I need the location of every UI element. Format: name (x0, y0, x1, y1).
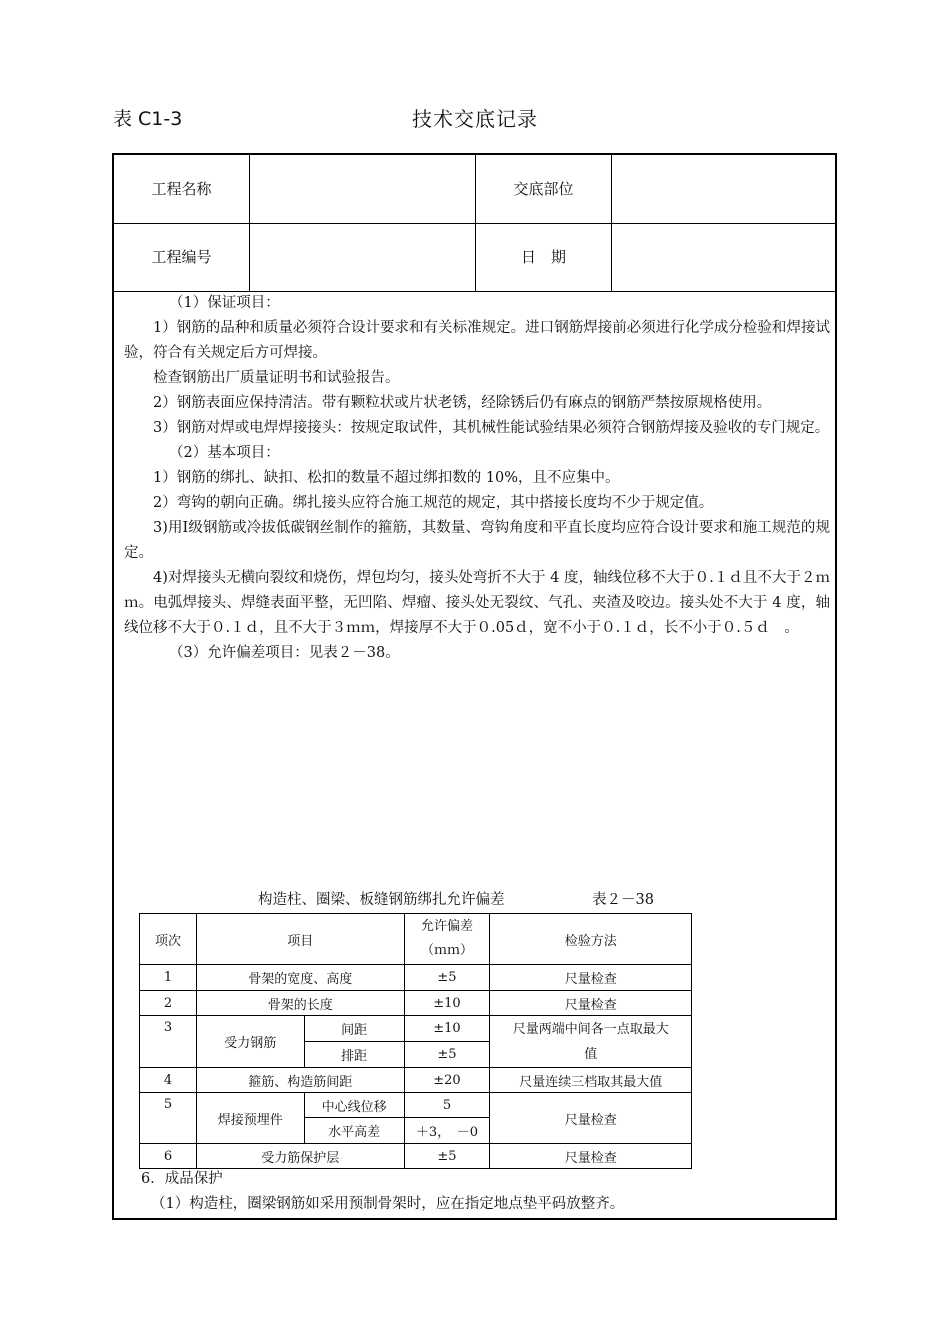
paragraph: （1）构造柱，圈梁钢筋如采用预制骨架时，应在指定地点垫平码放整齐。 (151, 1196, 625, 1212)
row-no: 6 (140, 1144, 197, 1169)
row-method-line2: 值 (584, 1046, 598, 1062)
product-protection (141, 1167, 624, 1217)
paragraph: 3)用Ⅰ级钢筋或冷拔低碳钢丝制作的箍筋，其数量、弯钩角度和平直长度均应符合设计要求和施工规范的规定。 (124, 520, 830, 561)
document-title: 技术交底记录 (412, 107, 538, 131)
paragraph: 1）钢筋的绑扎、缺扣、松扣的数量不超过绑扣数的 10%，且不应集中。 (153, 470, 620, 486)
project-no-label: 工程编号 (151, 248, 212, 266)
row-no: 3 (140, 1016, 197, 1068)
row-item: 受力筋保护层 (196, 1144, 404, 1169)
paragraph: 2）钢筋表面应保持清洁。带有颗粒状或片状老锈，经除锈后仍有麻点的钢筋严禁按原规格使用。 (153, 395, 772, 411)
row-method: 尺量连续三档取其最大值 (490, 1068, 692, 1093)
form-code: 表 C1-3 (113, 108, 183, 130)
row-tolerance: ＋3， －0 (404, 1118, 490, 1144)
paragraph: （1）保证项目： (169, 295, 280, 311)
header-tolerance (404, 914, 490, 965)
row-method: 尺量检查 (490, 1093, 692, 1144)
project-name-value[interactable] (250, 155, 475, 223)
date-label: 日 期 (520, 248, 566, 266)
row-tolerance: ±10 (404, 991, 490, 1016)
row-no: 1 (140, 965, 197, 991)
paragraph: 4)对焊接头无横向裂纹和烧伤，焊包均匀，接头处弯折不大于 4 度，轴线位移不大于０.１ｄ且不大于２ｍｍ。电弧焊接头、焊缝表面平整，无凹陷、焊瘤、接头处无裂纹、气孔、夹渣及咬边。接头处不大于 4 度，轴线位移不大于０.１ｄ，且不大于３ｍｍ，焊接厚不大于０.05ｄ，宽不小于０.１ｄ，长不小于０.５ｄ 。 (124, 570, 830, 636)
table-caption-title: 构造柱、圈梁、板缝钢筋绑扎允许偏差 (258, 892, 505, 908)
header-item: 项目 (196, 914, 404, 965)
row-method: 尺量检查 (490, 1144, 692, 1169)
row-subitem: 水平高差 (304, 1118, 404, 1144)
row-tolerance: ±20 (404, 1068, 490, 1093)
row-item: 受力钢筋 (196, 1016, 304, 1068)
row-item: 焊接预埋件 (196, 1093, 304, 1144)
row-item: 骨架的长度 (196, 991, 404, 1016)
header-method: 检验方法 (490, 914, 692, 965)
handover-part-value[interactable] (612, 155, 835, 223)
paragraph: 2）弯钩的朝向正确。绑扎接头应符合施工规范的规定，其中搭接长度均不少于规定值。 (153, 495, 714, 511)
row-method: 尺量检查 (490, 991, 692, 1016)
section-heading: 6．成品保护 (141, 1171, 223, 1187)
row-tolerance: ±10 (404, 1016, 490, 1042)
content-body (124, 291, 830, 666)
row-tolerance: ±5 (404, 1144, 490, 1169)
handover-part-label: 交底部位 (513, 180, 574, 198)
row-no: 5 (140, 1093, 197, 1144)
header-tolerance-line2: （ｍｍ） (420, 943, 473, 958)
row-tolerance: 5 (404, 1093, 490, 1118)
table-row (140, 1144, 692, 1169)
project-name-label: 工程名称 (151, 180, 212, 198)
row-item: 箍筋、构造筋间距 (196, 1068, 404, 1093)
paragraph: 检查钢筋出厂质量证明书和试验报告。 (153, 370, 400, 386)
table-header-row (140, 914, 692, 965)
paragraph: 3）钢筋对焊或电焊焊接接头：按规定取试件，其机械性能试验结果必须符合钢筋焊接及验收的专门规定。 (153, 420, 830, 436)
tolerance-table (139, 913, 692, 1169)
row-method (490, 1016, 692, 1068)
header-tolerance-line1: 允许偏差 (420, 919, 473, 934)
row-no: 4 (140, 1068, 197, 1093)
row-tolerance: ±5 (404, 965, 490, 991)
divider (249, 155, 250, 291)
table-row (140, 1068, 692, 1093)
paragraph: 1）钢筋的品种和质量必须符合设计要求和有关标准规定。进口钢筋焊接前必须进行化学成分检验和焊接试验，符合有关规定后方可焊接。 (124, 320, 830, 361)
row-tolerance: ±5 (404, 1042, 490, 1068)
divider (475, 155, 476, 291)
table-row (140, 991, 692, 1016)
header-no: 项次 (140, 914, 197, 965)
divider (611, 155, 612, 291)
date-value[interactable] (612, 223, 835, 291)
paragraph: （3）允许偏差项目：见表２－38。 (169, 645, 400, 661)
row-method-line1: 尺量两端中间各一点取最大 (512, 1021, 669, 1037)
paragraph: （2）基本项目： (169, 445, 280, 461)
row-no: 2 (140, 991, 197, 1016)
row-subitem: 中心线位移 (304, 1093, 404, 1118)
table-row (140, 1093, 692, 1118)
row-subitem: 间距 (304, 1016, 404, 1042)
record-frame (112, 153, 837, 1220)
table-row (140, 1016, 692, 1042)
row-method: 尺量检查 (490, 965, 692, 991)
table-caption-number: 表２－38 (592, 892, 654, 908)
row-subitem: 排距 (304, 1042, 404, 1068)
row-item: 骨架的宽度、高度 (196, 965, 404, 991)
project-no-value[interactable] (250, 223, 475, 291)
table-row (140, 965, 692, 991)
